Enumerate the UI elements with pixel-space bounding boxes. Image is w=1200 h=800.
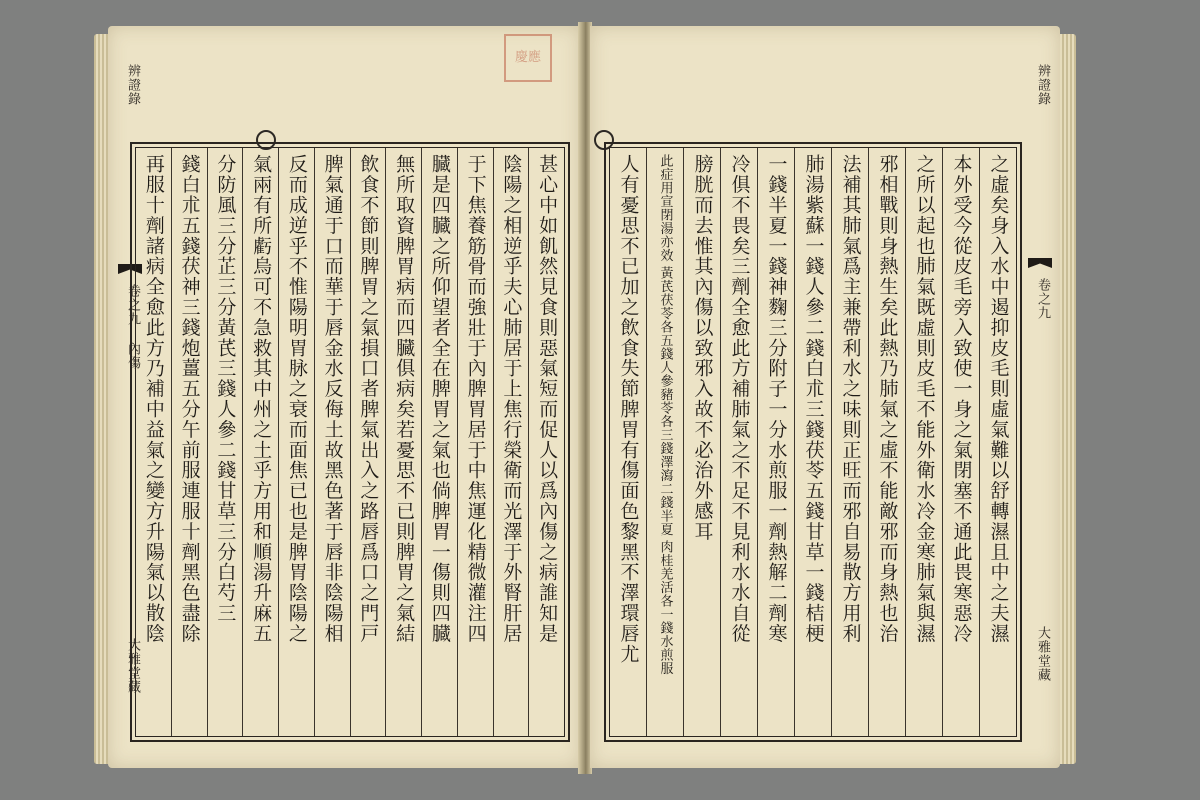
text-column: 膀胱而去惟其內傷以致邪入故不必治外感耳 <box>683 148 720 736</box>
text-column: 法補其肺氣爲主兼帶利水之味則正旺而邪自易散方用利 <box>831 148 868 736</box>
text-column: 臓是四臓之所仰望者全在脾胃之氣也倘脾胃一傷則四臓 <box>421 148 457 736</box>
right-page <box>590 26 1060 768</box>
text-column: 之所以起也肺氣既虛則皮毛不能外衛水冷金寒肺氣與濕 <box>905 148 942 736</box>
text-frame-left <box>130 142 570 742</box>
text-column: 氣兩有所虧烏可不急救其中州之土乎方用和順湯升麻五 <box>242 148 278 736</box>
text-column: 分防風三分芷三分黃芪三錢人參二錢甘草三分白芍三 <box>207 148 243 736</box>
banxin-title: 辨證錄 <box>1035 64 1050 106</box>
text-column: 錢白朮五錢茯神三錢炮薑五分午前服連服十劑黑色盡除 <box>171 148 207 736</box>
banxin-publisher: 大雅堂藏 <box>1035 626 1050 682</box>
text-column: 本外受今從皮毛旁入致使一身之氣閉塞不通此畏寒惡冷 <box>942 148 979 736</box>
text-column: 脾氣通于口而華于唇金水反侮土故黑色著于唇非陰陽相 <box>314 148 350 736</box>
text-column: 甚心中如飢然見食則惡氣短而促人以爲內傷之病誰知是 <box>528 148 564 736</box>
annotation-line: 肉桂羌活各一錢水煎服 <box>657 540 673 675</box>
text-frame-right <box>604 142 1022 742</box>
banxin-volume: 卷之九 內傷 <box>125 284 140 370</box>
text-column: 于下焦養筋骨而強壯于內脾胃居于中焦運化精微灌注四 <box>457 148 493 736</box>
text-column: 陰陽之相逆乎夫心肺居于上焦行榮衛而光澤于外腎肝居 <box>493 148 529 736</box>
text-column <box>646 148 683 736</box>
text-column: 飲食不節則脾胃之氣損口者脾氣出入之路唇爲口之門戸 <box>350 148 386 736</box>
red-seal-stamp: 慶應 <box>504 34 552 82</box>
text-columns-left <box>136 148 564 736</box>
annotation-line: 黃芪茯苓各五錢人參豬苓各三錢澤瀉二錢半夏 <box>657 266 673 536</box>
banxin-publisher: 大雅堂藏 <box>125 638 140 694</box>
annotation-line: 此症用宣閉湯亦效 <box>657 154 673 262</box>
text-column: 一錢半夏一錢神麴三分附子一分水煎服一劑熱解二劑寒 <box>757 148 794 736</box>
left-page <box>108 26 580 768</box>
text-column: 人有憂思不已加之飲食失節脾胃有傷面色黎黑不澤環唇尤 <box>617 154 640 664</box>
banxin-title: 辨證錄 <box>125 64 140 106</box>
text-column: 反而成逆乎不惟陽明胃脉之衰而面焦已也是脾胃陰陽之 <box>278 148 314 736</box>
text-column: 冷俱不畏矣三劑全愈此方補肺氣之不足不見利水水自從 <box>720 148 757 736</box>
text-column: 肺湯紫蘇一錢人參二錢白朮三錢茯苓五錢甘草一錢桔梗 <box>794 148 831 736</box>
text-column: 無所取資脾胃病而四臓俱病矣若憂思不已則脾胃之氣結 <box>385 148 421 736</box>
text-column: 之虛矣身入水中遏抑皮毛則虛氣難以舒轉濕且中之夫濕 <box>979 148 1016 736</box>
text-column: 邪相戰則身熱生矣此熱乃肺氣之虛不能敵邪而身熱也治 <box>868 148 905 736</box>
open-book <box>94 18 1076 780</box>
page-edges-right <box>1060 34 1076 764</box>
text-columns-right <box>610 148 1016 736</box>
text-column: 再服十劑諸病全愈此方乃補中益氣之變方升陽氣以散陰 <box>142 154 165 644</box>
banxin-volume: 卷之九 <box>1035 278 1050 320</box>
fish-tail-mark <box>1028 258 1052 268</box>
